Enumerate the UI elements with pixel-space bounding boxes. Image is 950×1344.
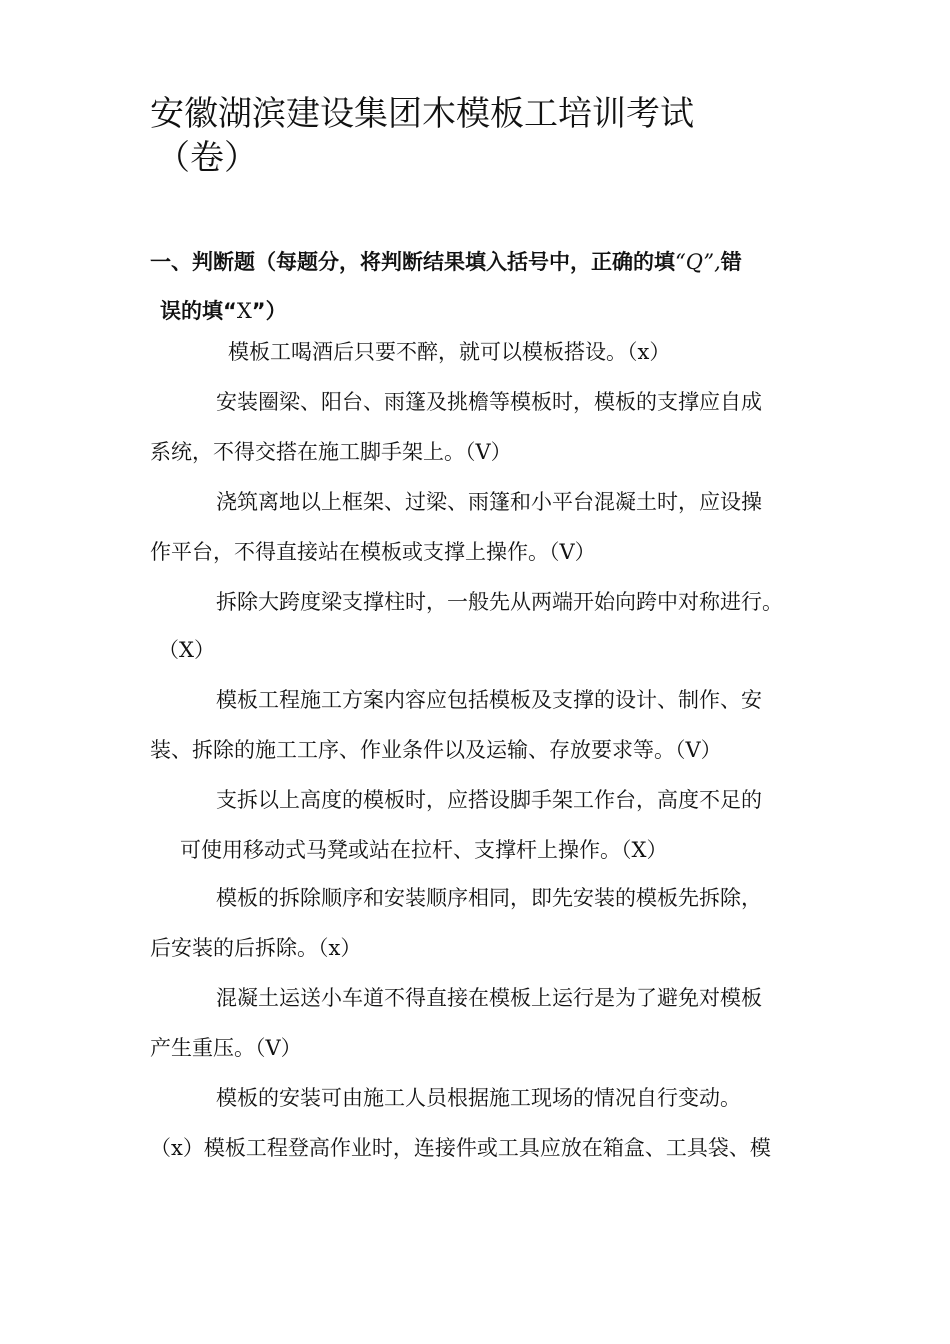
heading-text-4: ”）	[251, 299, 287, 323]
question-line: 模板的拆除顺序和安装顺序相同，即先安装的模板先拆除，	[216, 886, 762, 910]
title-line-1: 安徽湖滨建设集团木模板工培训考试	[150, 94, 694, 134]
question-line: 系统，不得交搭在施工脚手架上。（V）	[150, 440, 512, 464]
section-heading-true-false	[150, 238, 810, 336]
heading-text-3: 误的填“	[160, 299, 237, 323]
question-line: 浇筑离地以上框架、过梁、雨篷和小平台混凝土时，应设操	[216, 490, 762, 514]
question-line: 模板工程施工方案内容应包括模板及支撑的设计、制作、安	[216, 688, 762, 712]
question-line: 混凝土运送小车道不得直接在模板上运行是为了避免对模板	[216, 986, 762, 1010]
question-line: 安装圈梁、阳台、雨篷及挑檐等模板时，模板的支撑应自成	[216, 390, 762, 414]
heading-wrong-mark: X	[236, 299, 252, 323]
heading-line-2	[150, 287, 810, 336]
heading-correct-mark: “Q”,	[675, 250, 721, 274]
question-line: 后安装的后拆除。（x）	[150, 936, 362, 960]
question-line: 产生重压。（V）	[150, 1036, 302, 1060]
question-line: 模板的安装可由施工人员根据施工现场的情况自行变动。	[216, 1086, 741, 1110]
question-line: 模板工喝酒后只要不醉，就可以模板搭设。（x）	[228, 340, 671, 364]
question-line: 支拆以上高度的模板时，应搭设脚手架工作台，高度不足的	[216, 788, 762, 812]
question-line: （X）	[158, 638, 215, 662]
heading-text-2: 错	[720, 250, 742, 274]
question-line: 可使用移动式马凳或站在拉杆、支撑杆上操作。（X）	[180, 838, 668, 862]
question-line: 作平台，不得直接站在模板或支撑上操作。（V）	[150, 540, 596, 564]
question-line: （x）模板工程登高作业时，连接件或工具应放在箱盒、工具袋、模	[150, 1136, 771, 1160]
document-title	[150, 92, 830, 180]
question-line: 装、拆除的施工工序、作业条件以及运输、存放要求等。（V）	[150, 738, 722, 762]
question-line: 拆除大跨度梁支撑柱时，一般先从两端开始向跨中对称进行。	[216, 590, 783, 614]
title-line-2: （卷）	[156, 138, 258, 178]
heading-text-1: 一、判断题（每题分，将判断结果填入括号中，正确的填	[150, 250, 675, 274]
